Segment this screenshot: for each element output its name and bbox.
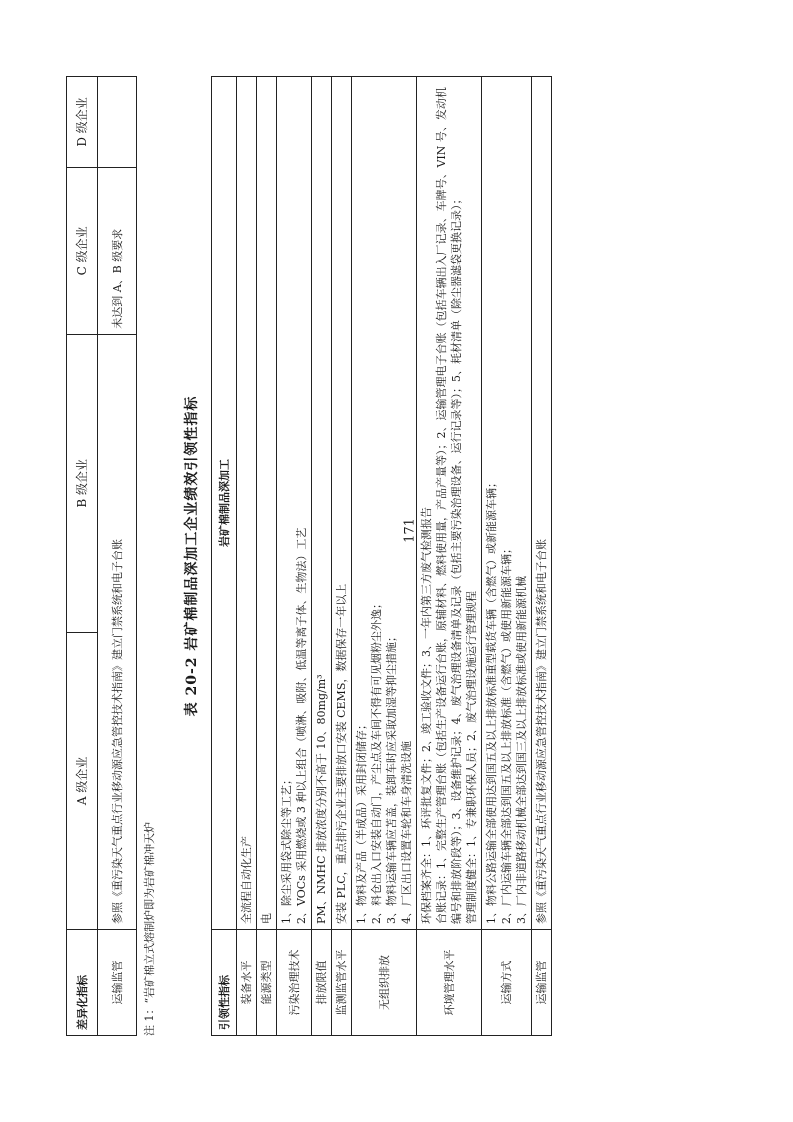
table-header-row (67, 77, 98, 1036)
row-content (332, 77, 352, 930)
table-row (332, 77, 352, 1036)
row-label: 污染治理技术 (277, 930, 312, 1036)
table-row (532, 77, 552, 1036)
table-row (98, 77, 137, 1036)
row-label: 运输方式 (482, 930, 532, 1036)
content-line: 全流程自动化生产 (240, 836, 253, 924)
content-line: 安装 PLC，重点排污企业主要排放口安装 CEMS，数据保存一年以上 (335, 583, 348, 924)
header-indicator: 差异化指标 (67, 930, 98, 1036)
row-content (257, 77, 277, 930)
header-category: 岩矿棉制品深加工 (212, 77, 237, 930)
row-label: 装备水平 (237, 930, 257, 1036)
table-header-row (212, 77, 237, 1036)
classification-table-continued (66, 76, 137, 1036)
row-c-text: 未达到 A、B 级要求 (98, 167, 137, 334)
row-content (237, 77, 257, 930)
content-line: 3、厂内非道路移动机械全部达到国三及以上排放标准或使用新能源机械 (515, 576, 528, 924)
content-line: 台账记录：1、完整生产管理台账（包括生产设备运行台账，原辅材料、燃料使用量，产品产量等）；2、运输管理电子台账（包括车辆出入厂记录、车牌号、VIN 号、发动机编号和排放阶段等）；3、设备维护记录；4、废气治理设备清单及记录（包括主要污染治理设备、运行记录等）；5、耗材清单（除尘器滤袋更换记录）； (435, 87, 463, 924)
content-line: 2、VOCs 采用燃烧或 3 种以上组合（喷淋、吸附、低温等离子体、生物法）工艺 (295, 527, 308, 924)
content-line: 管理制度健全：1、专兼职环保人员；2、废气治理设施运行管理规程 (465, 591, 478, 924)
table-row (257, 77, 277, 1036)
content-line: 参照《重污染天气重点行业移动源应急管控技术指南》建立门禁系统和电子台账 (535, 539, 548, 924)
header-c: C 级企业 (67, 167, 98, 334)
content-line: 环保档案齐全：1、环评批复文件；2、竣工验收文件；3、一年内第三方废气检测报告 (420, 507, 433, 924)
row-content (482, 77, 532, 930)
row-label: 运输监管 (98, 930, 137, 1036)
table-row (237, 77, 257, 1036)
table-row (312, 77, 332, 1036)
row-d-text (98, 77, 137, 168)
row-label: 能源类型 (257, 930, 277, 1036)
header-b: B 级企业 (67, 334, 98, 632)
content-line: 2、料仓出入口安装自动门，产尘点及车间不得有可见烟粉尘外逸； (370, 598, 383, 924)
content-line: 2、厂内运输车辆全部达到国五及以上排放标准（含燃气）或使用新能源车辆； (500, 543, 513, 924)
row-label: 监测监管水平 (332, 930, 352, 1036)
header-d: D 级企业 (67, 77, 98, 168)
table-title: 表 20-2 岩矿棉制品深加工企业绩效引领性指标 (184, 395, 200, 717)
row-content (532, 77, 552, 930)
row-label: 环境管理水平 (417, 930, 482, 1036)
rotated-page-content (66, 76, 726, 1036)
table-row (417, 77, 482, 1036)
table-note: 注 1：“岩矿棉立式熔制炉即为岩矿棉冲天炉 (143, 821, 156, 1036)
page-number: 171 (402, 518, 418, 543)
row-content (417, 77, 482, 930)
content-line: 1、物料及产品（半成品）采用封闭储存； (355, 719, 368, 924)
table-row (277, 77, 312, 1036)
header-indicator: 引领性指标 (212, 930, 237, 1036)
row-ab-text: 参照《重污染天气重点行业移动源应急管控技术指南》建立门禁系统和电子台账 (98, 334, 137, 929)
leading-indicators-table (211, 76, 552, 1036)
table-body (237, 77, 552, 1036)
header-a: A 级企业 (67, 632, 98, 929)
table-row (482, 77, 532, 1036)
content-line: 1、除尘采用袋式除尘等工艺； (280, 774, 293, 924)
row-label: 无组织排放 (352, 930, 417, 1036)
row-label: 排放限值 (312, 930, 332, 1036)
content-line: 4、厂区出口设置车轮和车身清洗设施 (400, 741, 413, 924)
content-line: PM、NMHC 排放浓度分别不高于 10、80mg/m³ (315, 674, 328, 924)
row-content (277, 77, 312, 930)
content-line: 1、物料公路运输全部使用达到国五及以上排放标准重型载货车辆（含燃气）或新能源车辆； (485, 477, 498, 924)
row-label: 运输监管 (532, 930, 552, 1036)
content-line: 3、物料运输车辆应苫盖，装卸车时应采取加湿等抑尘措施； (385, 631, 398, 924)
content-line: 电 (260, 913, 273, 924)
row-content (312, 77, 332, 930)
